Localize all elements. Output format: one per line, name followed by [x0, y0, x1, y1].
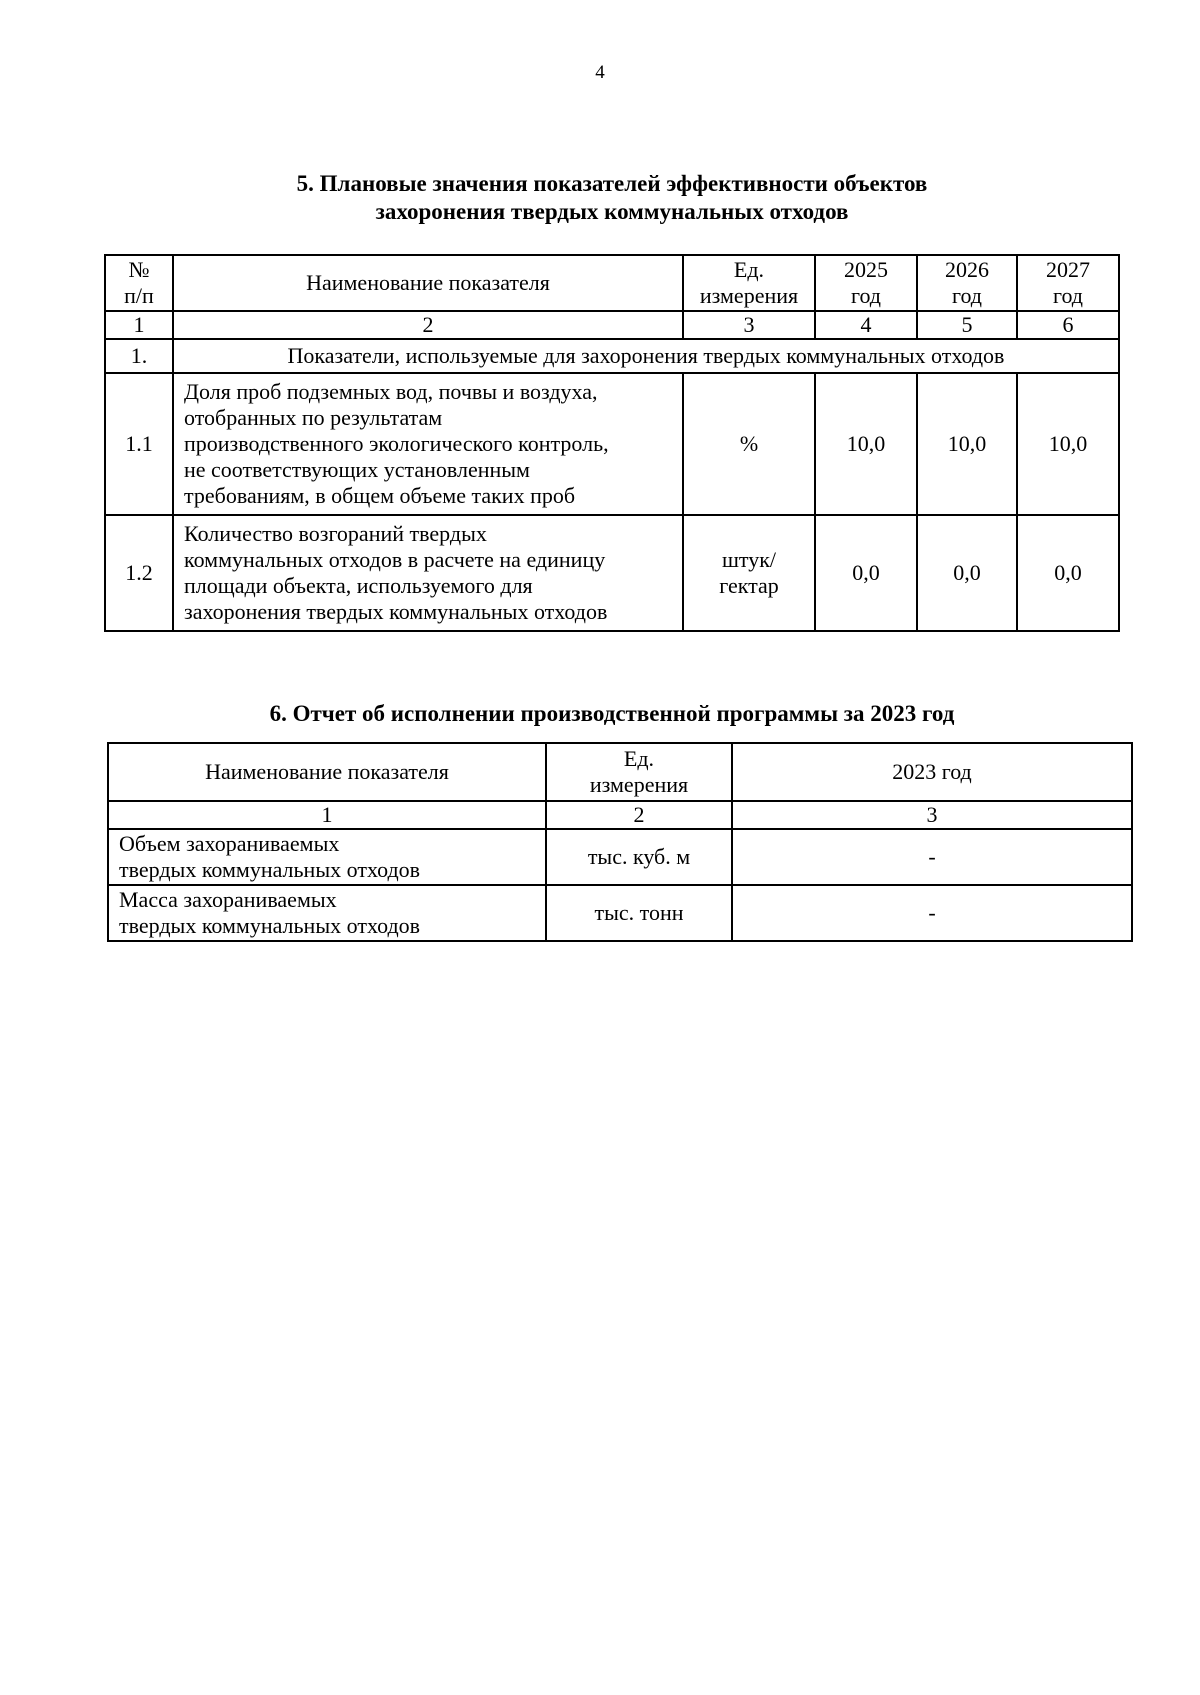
indicator-name: Доля проб подземных вод, почвы и воздуха, отобранных по результатам производственного экологического контроль, не соответствующих установленным требованиям, в общем объеме таких проб: [173, 373, 683, 515]
page-number: 4: [595, 62, 605, 83]
row-number: 1.1: [105, 373, 173, 515]
section-5-title-line-2: захоронения твердых коммунальных отходов: [375, 199, 849, 224]
indicator-name: Количество возгораний твердых коммунальных отходов в расчете на единицу площади объекта, используемого для захоронения твердых коммунальных отходов: [173, 515, 683, 631]
table-header-row: [105, 255, 1119, 311]
table-row: [105, 515, 1119, 631]
group-label: Показатели, используемые для захоронения твердых коммунальных отходов: [173, 339, 1119, 373]
unit: %: [683, 373, 815, 515]
section-6-title: 6. Отчет об исполнении производственной программы за 2023 год: [269, 701, 955, 726]
column-number: 5: [917, 311, 1017, 339]
group-row: [105, 339, 1119, 373]
header-2025: 2025 год: [815, 255, 917, 311]
column-number-row: [108, 801, 1132, 829]
column-number: 6: [1017, 311, 1119, 339]
indicator-name: Масса захораниваемых твердых коммунальных отходов: [108, 885, 546, 941]
column-number: 1: [105, 311, 173, 339]
section-5-title: [0, 170, 1200, 226]
table-header-row: [108, 743, 1132, 801]
value-2027: 10,0: [1017, 373, 1119, 515]
value-2026: 0,0: [917, 515, 1017, 631]
header-name: Наименование показателя: [108, 743, 546, 801]
program-report-table: [107, 742, 1133, 942]
column-number: 3: [683, 311, 815, 339]
unit: тыс. тонн: [546, 885, 732, 941]
table-row: [108, 829, 1132, 885]
value-2025: 0,0: [815, 515, 917, 631]
header-name: Наименование показателя: [173, 255, 683, 311]
value: -: [732, 885, 1132, 941]
value: -: [732, 829, 1132, 885]
column-number: 2: [173, 311, 683, 339]
header-unit: Ед. измерения: [683, 255, 815, 311]
planned-indicators-table: [104, 254, 1120, 632]
column-number: 3: [732, 801, 1132, 829]
value-2025: 10,0: [815, 373, 917, 515]
column-number: 4: [815, 311, 917, 339]
table-row: [105, 373, 1119, 515]
section-5-title-line-1: 5. Плановые значения показателей эффективности объектов: [296, 171, 928, 196]
unit: штук/ гектар: [683, 515, 815, 631]
header-unit: Ед. измерения: [546, 743, 732, 801]
unit: тыс. куб. м: [546, 829, 732, 885]
indicator-name: Объем захораниваемых твердых коммунальных отходов: [108, 829, 546, 885]
header-2026: 2026 год: [917, 255, 1017, 311]
column-number-row: [105, 311, 1119, 339]
header-year: 2023 год: [732, 743, 1132, 801]
table-row: [108, 885, 1132, 941]
row-number: 1.2: [105, 515, 173, 631]
column-number: 2: [546, 801, 732, 829]
column-number: 1: [108, 801, 546, 829]
header-2027: 2027 год: [1017, 255, 1119, 311]
value-2026: 10,0: [917, 373, 1017, 515]
value-2027: 0,0: [1017, 515, 1119, 631]
header-num: № п/п: [105, 255, 173, 311]
group-number: 1.: [105, 339, 173, 373]
